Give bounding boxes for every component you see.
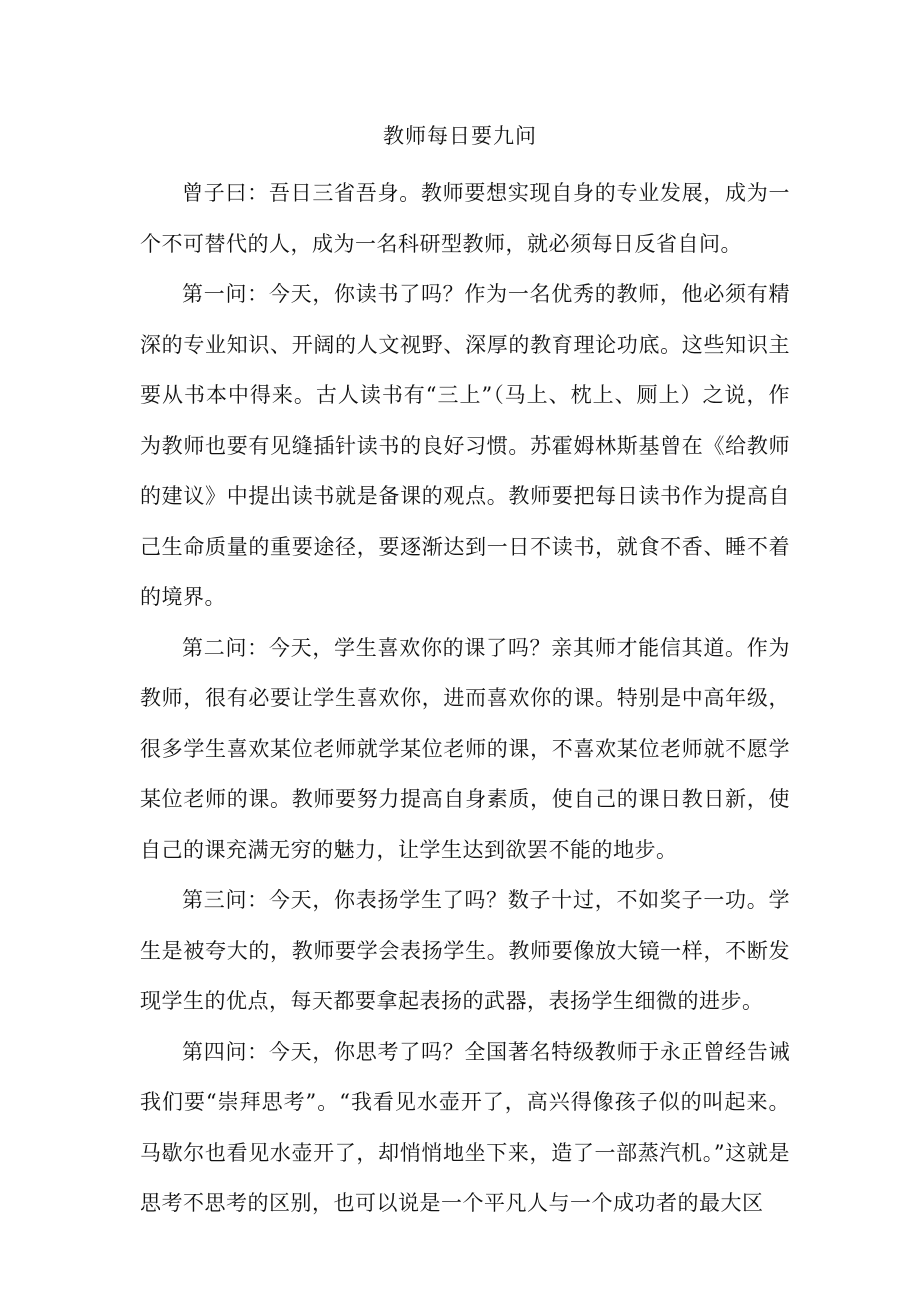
document-title: 教师每日要九问 xyxy=(383,124,537,148)
paragraph-intro: 曾子曰：吾日三省吾身。教师要想实现自身的专业发展，成为一个不可替代的人，成为一名科研型教师，就必须每日反省自问。 xyxy=(140,181,790,256)
paragraph-question-1: 第一问：今天，你读书了吗？作为一名优秀的教师，他必须有精深的专业知识、开阔的人文视野、深厚的教育理论功底。这些知识主要从书本中得来。古人读书有“三上”（马上、枕上、厕上）之说，作为教师也要有见缝插针读书的良好习惯。苏霍姆林斯基曾在《给教师的建议》中提出读书就是备课的观点。教师要把每日读书作为提高自己生命质量的重要途径，要逐渐达到一日不读书，就食不香、睡不着的境界。 xyxy=(140,282,790,609)
paragraph-question-4: 第四问：今天，你思考了吗？全国著名特级教师于永正曾经告诫我们要“崇拜思考”。“我看见水壶开了，高兴得像孩子似的叫起来。马歇尔也看见水壶开了，却悄悄地坐下来，造了一部蒸汽机。”这就是思考不思考的区别，也可以说是一个平凡人与一个成功者的最大区 xyxy=(140,1039,790,1215)
paragraph-question-3: 第三问：今天，你表扬学生了吗？数子十过，不如奖子一功。学生是被夸大的，教师要学会表扬学生。教师要像放大镜一样，不断发现学生的优点，每天都要拿起表扬的武器，表扬学生细微的进步。 xyxy=(140,888,790,1013)
document-body xyxy=(140,168,790,1229)
paragraph-question-2: 第二问：今天，学生喜欢你的课了吗？亲其师才能信其道。作为教师，很有必要让学生喜欢你，进而喜欢你的课。特别是中高年级，很多学生喜欢某位老师就学某位老师的课，不喜欢某位老师就不愿学某位老师的课。教师要努力提高自身素质，使自己的课日教日新，使自己的课充满无穷的魅力，让学生达到欲罢不能的地步。 xyxy=(140,635,790,862)
